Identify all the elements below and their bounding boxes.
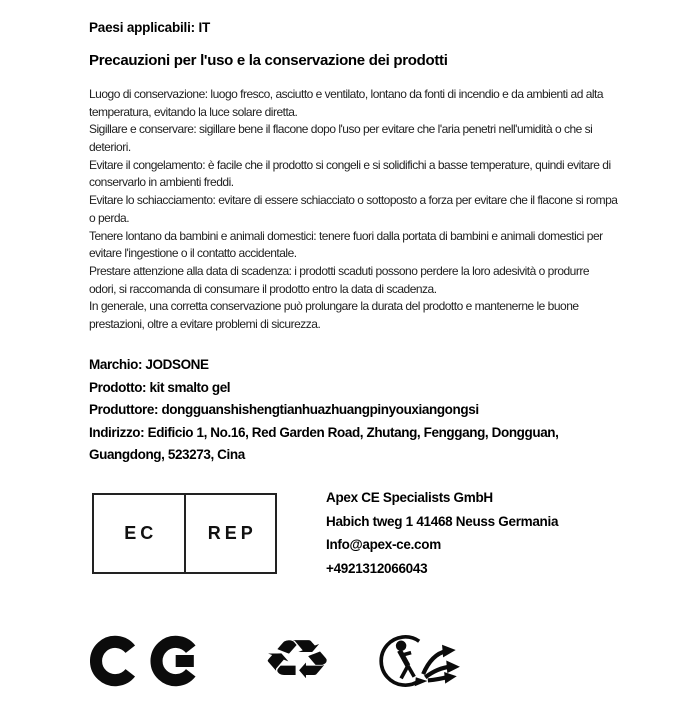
address-line-1: Indirizzo: Edificio 1, No.16, Red Garden Road, Zhutang, Fenggang, Dongguan, — [89, 424, 559, 440]
body-line: conservarlo in ambienti freddi. — [89, 175, 234, 190]
body-line: odori, si raccomanda di consumare il prodotto entro la data di scadenza. — [89, 281, 437, 296]
body-line: In generale, una corretta conservazione può prolungare la durata del prodotto e mantenerne le buone — [89, 299, 579, 314]
ce-mark-icon — [90, 635, 216, 687]
body-line: Tenere lontano da bambini e animali domestici: tenere fuori dalla portata di bambini e animali domestici per — [89, 228, 603, 243]
product-line: Prodotto: kit smalto gel — [89, 379, 231, 395]
ec-rep-box — [92, 493, 277, 574]
body-line: o perda. — [89, 210, 130, 225]
body-line: evitare l'ingestione o il contatto accidentale. — [89, 246, 297, 261]
ec-rep-left-cell: EC — [94, 495, 186, 572]
contact-phone-line: +4921312066043 — [326, 560, 428, 576]
precautions-body — [89, 86, 617, 334]
contact-email-line: Info@apex-ce.com — [326, 537, 441, 552]
recycling-icon — [244, 629, 350, 691]
contact-address-line: Habich tweg 1 41468 Neuss Germania — [326, 513, 559, 529]
body-line: Evitare lo schiacciamento: evitare di essere schiacciato o sottoposto a forza per evitare che il flacone si rompa — [89, 193, 618, 208]
body-line: deteriori. — [89, 140, 131, 155]
triman-icon — [378, 632, 462, 690]
contact-company-line: Apex CE Specialists GmbH — [326, 490, 493, 505]
ec-rep-right-cell: REP — [207, 523, 257, 543]
body-line: Luogo di conservazione: luogo fresco, asciutto e ventilato, lontano da fonti di incendio e da ambienti ad alta — [89, 87, 604, 101]
body-line: prestazioni, oltre a evitare problemi di sicurezza. — [89, 316, 321, 331]
recycling-glyph: ♻ — [260, 628, 334, 691]
address-line-2: Guangdong, 523273, Cina — [89, 447, 245, 462]
body-line: Evitare il congelamento: è facile che il prodotto si congeli e si solidifichi a basse temperature, quindi evitare di — [89, 157, 611, 172]
eu-representative-contact-block — [326, 486, 558, 580]
manufacturer-line: Produttore: dongguanshishengtianhuazhuangpinyouxiangongsi — [89, 402, 479, 417]
body-line: Sigillare e conservare: sigillare bene il flacone dopo l'uso per evitare che l'aria penetri nell'umidità o che si — [89, 122, 593, 137]
product-info-block — [89, 354, 559, 467]
applicable-countries-heading: Paesi applicabili: IT — [89, 20, 211, 35]
body-line: temperatura, evitando la luce solare diretta. — [89, 104, 298, 119]
body-line: Prestare attenzione alla data di scadenza: i prodotti scaduti possono perdere la loro adesività o produrre — [89, 263, 590, 278]
brand-line: Marchio: JODSONE — [89, 357, 209, 372]
precautions-heading: Precauzioni per l'uso e la conservazione dei prodotti — [89, 52, 448, 69]
